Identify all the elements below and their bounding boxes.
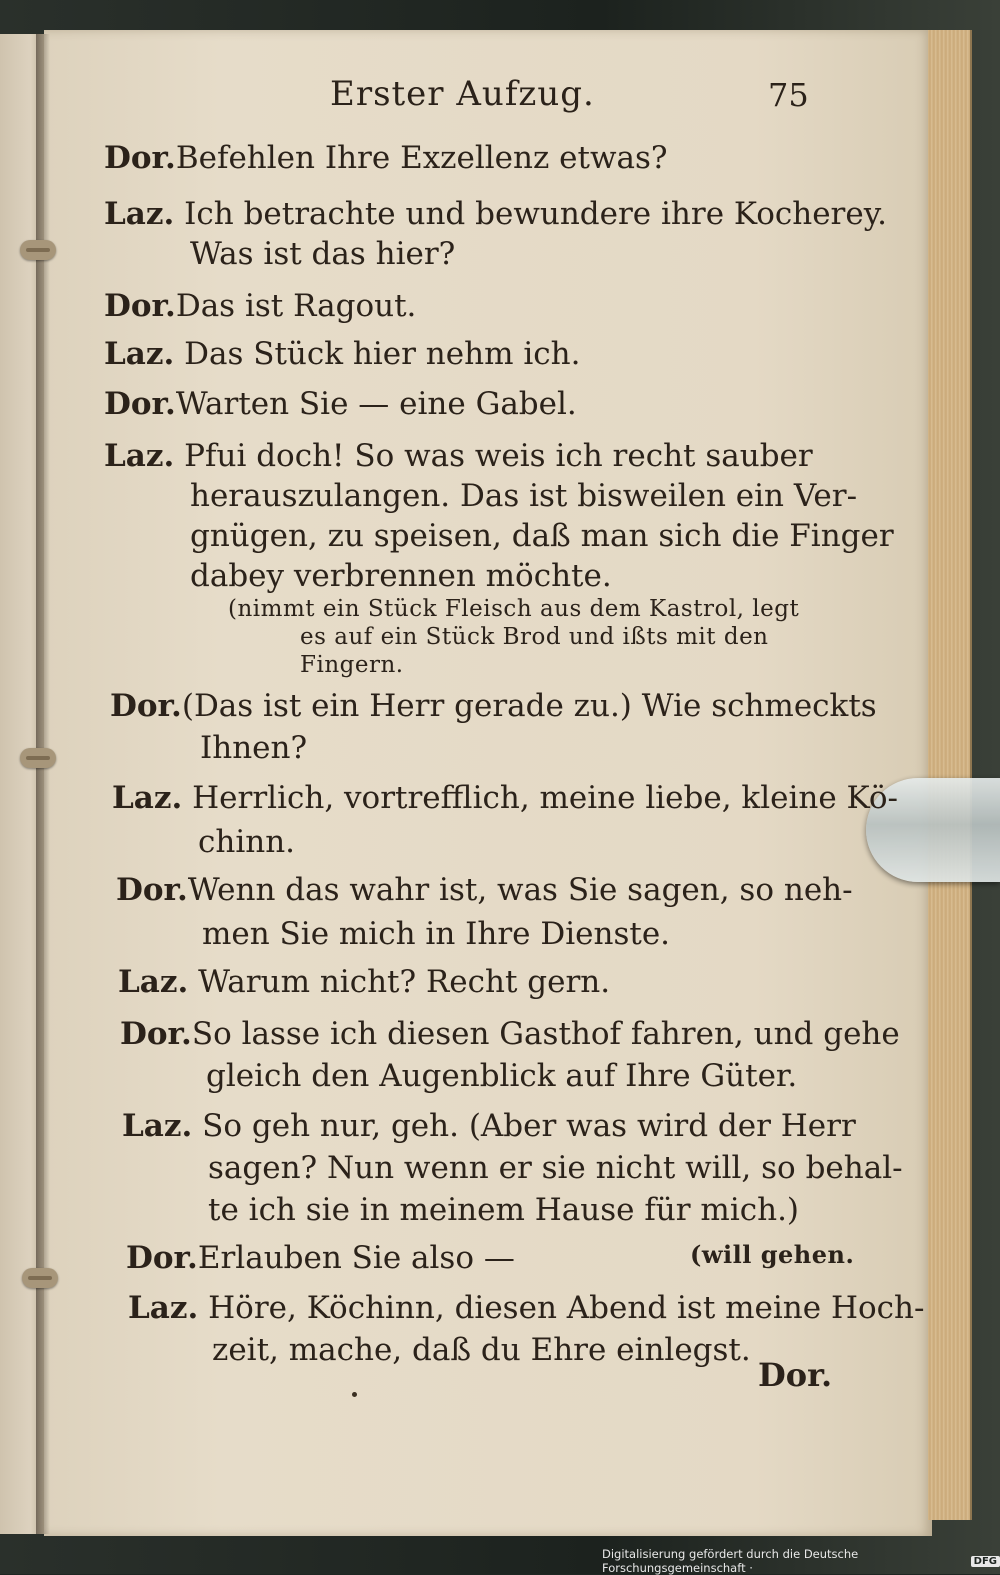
speaker-label: Dor. bbox=[126, 1240, 198, 1276]
dialogue-continuation: te ich sie in meinem Hause für mich.) bbox=[208, 1192, 800, 1228]
dialogue-continuation: Was ist das hier? bbox=[190, 236, 456, 272]
binding-thread bbox=[22, 1268, 58, 1288]
running-header: Erster Aufzug. bbox=[330, 74, 595, 114]
dialogue-continuation: gleich den Augenblick auf Ihre Güter. bbox=[206, 1058, 798, 1094]
speaker-label: Dor. bbox=[104, 288, 176, 324]
dialogue-text: Pfui doch! So was weis ich recht sauber bbox=[184, 438, 813, 474]
dialogue-text: Das Stück hier nehm ich. bbox=[184, 336, 581, 372]
stage-direction: Fingern. bbox=[300, 652, 404, 678]
dialogue-line bbox=[104, 288, 416, 324]
dialogue-line bbox=[104, 386, 577, 422]
dialogue-text: Ich betrachte und bewundere ihre Kocherey. bbox=[184, 196, 887, 232]
dialogue-line bbox=[118, 964, 610, 1000]
speaker-label: Laz. bbox=[112, 780, 183, 816]
dialogue-line bbox=[104, 336, 580, 372]
dialogue-line bbox=[126, 1240, 515, 1276]
dialogue-line bbox=[110, 688, 877, 724]
dialogue-text: Das ist Ragout. bbox=[175, 288, 417, 324]
footer-credit bbox=[602, 1547, 1000, 1575]
speaker-label: Laz. bbox=[122, 1108, 193, 1144]
dialogue-continuation: sagen? Nun wenn er sie nicht will, so behal- bbox=[208, 1150, 903, 1186]
dialogue-continuation: gnügen, zu speisen, daß man sich die Finger bbox=[190, 518, 894, 554]
dfg-logo: DFG bbox=[971, 1556, 1000, 1567]
dialogue-text: Befehlen Ihre Exzellenz etwas? bbox=[175, 140, 668, 176]
dialogue-line bbox=[116, 872, 853, 908]
speaker-label: Dor. bbox=[120, 1016, 192, 1052]
dialogue-line bbox=[112, 780, 898, 816]
speaker-label: Dor. bbox=[104, 386, 176, 422]
dialogue-text: (Das ist ein Herr gerade zu.) Wie schmeckts bbox=[181, 688, 877, 724]
dialogue-continuation: dabey verbrennen möchte. bbox=[190, 558, 612, 594]
dialogue-continuation: zeit, mache, daß du Ehre einlegst. bbox=[212, 1332, 751, 1368]
speaker-label: Laz. bbox=[118, 964, 189, 1000]
dialogue-line bbox=[104, 196, 887, 232]
binding-thread bbox=[20, 748, 56, 768]
dialogue-text: Warum nicht? Recht gern. bbox=[198, 964, 611, 1000]
speaker-label: Dor. bbox=[104, 140, 176, 176]
page-number: 75 bbox=[768, 76, 809, 114]
dialogue-line bbox=[122, 1108, 856, 1144]
page-edge-stack bbox=[928, 30, 972, 1520]
speaker-label: Laz. bbox=[128, 1290, 199, 1326]
dialogue-continuation: herauszulangen. Das ist bisweilen ein Ver- bbox=[190, 478, 858, 514]
speaker-label: Laz. bbox=[104, 336, 175, 372]
dialogue-text: Wenn das wahr ist, was Sie sagen, so neh- bbox=[187, 872, 853, 908]
binding-thread bbox=[20, 240, 56, 260]
dialogue-line bbox=[104, 140, 668, 176]
speaker-label: Dor. bbox=[110, 688, 182, 724]
catchword: Dor. bbox=[758, 1356, 833, 1394]
dialogue-text: Erlauben Sie also — bbox=[197, 1240, 515, 1276]
footer-text: Digitalisierung gefördert durch die Deutsche Forschungsgemeinschaft · bbox=[602, 1547, 859, 1575]
dialogue-line bbox=[128, 1290, 924, 1326]
ink-spot bbox=[352, 1392, 357, 1397]
dialogue-line bbox=[104, 438, 813, 474]
dialogue-text: So lasse ich diesen Gasthof fahren, und gehe bbox=[191, 1016, 900, 1052]
speaker-label: Laz. bbox=[104, 196, 175, 232]
stage-direction: (nimmt ein Stück Fleisch aus dem Kastrol, legt bbox=[228, 596, 800, 622]
dialogue-text: Herrlich, vortrefflich, meine liebe, kleine Kö- bbox=[192, 780, 899, 816]
dialogue-text: Höre, Köchinn, diesen Abend ist meine Hoch- bbox=[208, 1290, 925, 1326]
stage-direction: (will gehen. bbox=[690, 1240, 855, 1269]
dialogue-continuation: Ihnen? bbox=[200, 730, 308, 766]
stage-direction: es auf ein Stück Brod und ißts mit den bbox=[300, 624, 769, 650]
speaker-label: Laz. bbox=[104, 438, 175, 474]
dialogue-text: So geh nur, geh. (Aber was wird der Herr bbox=[202, 1108, 856, 1144]
dialogue-text: Warten Sie — eine Gabel. bbox=[175, 386, 577, 422]
speaker-label: Dor. bbox=[116, 872, 188, 908]
dialogue-continuation: men Sie mich in Ihre Dienste. bbox=[202, 916, 671, 952]
dialogue-continuation: chinn. bbox=[198, 824, 296, 860]
dialogue-line bbox=[120, 1016, 900, 1052]
